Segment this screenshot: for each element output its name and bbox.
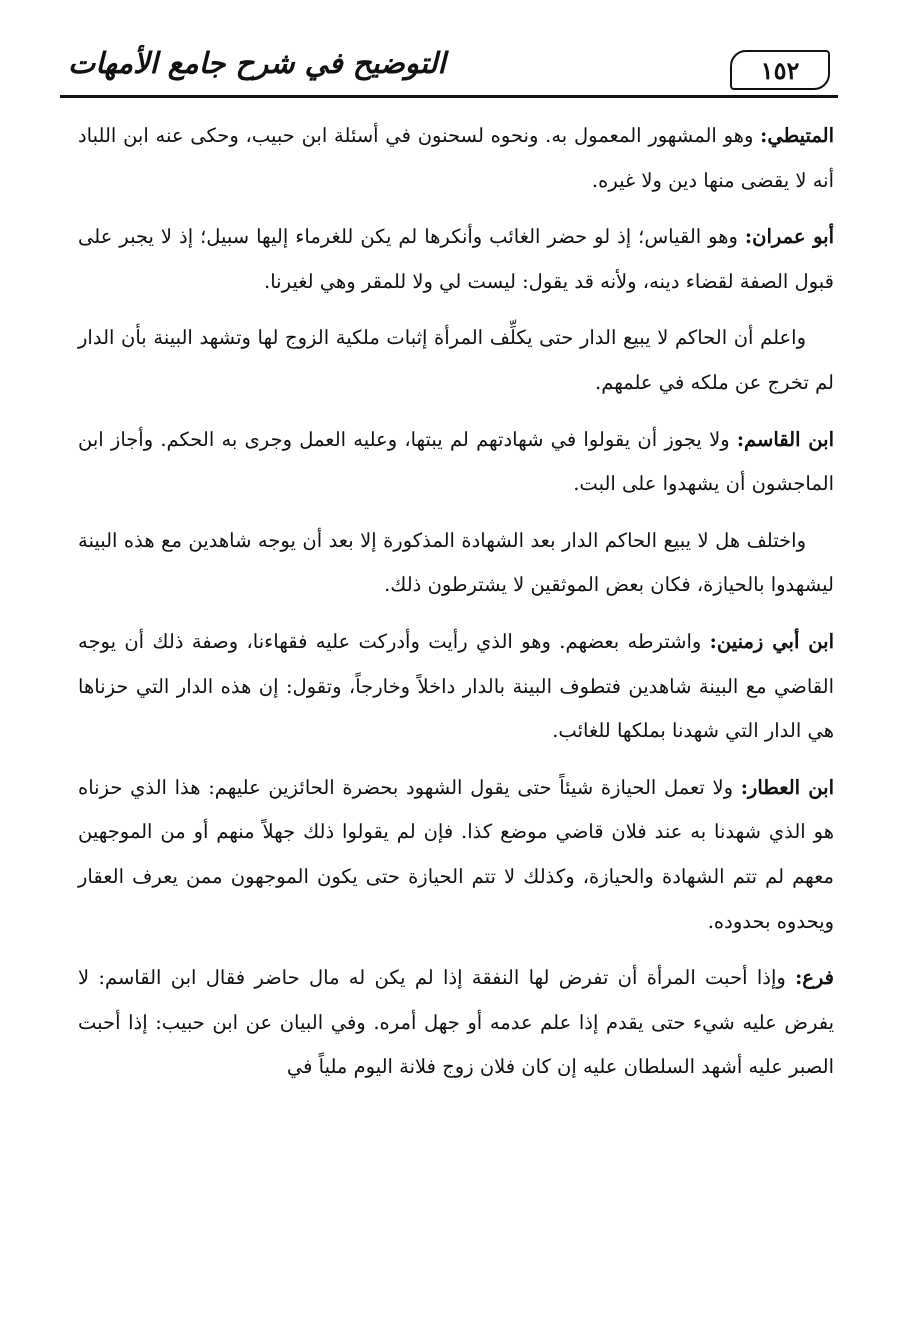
running-title: التوضيح في شرح جامع الأمهات [68, 46, 446, 80]
speaker-name: ابن القاسم: [736, 427, 834, 451]
paragraph-text: وإذا أحبت المرأة أن تفرض لها النفقة إذا لم يكن له مال حاضر فقال ابن القاسم: لا يفرض عليه شيء حتى يقدم إذا علم عدمه أو جهل أمره. وفي البيان عن ابن حبيب: إذا أحبت الصبر عليه أشهد السلطان عليه إن كان فلان زوج فلانة اليوم ملياً في [78, 966, 834, 1079]
paragraph-note-hakim [78, 316, 834, 405]
speaker-name: فرع: [795, 966, 834, 990]
page-header [60, 40, 838, 98]
speaker-name: ابن العطار: [740, 775, 835, 799]
speaker-name: ابن أبي زمنين: [709, 629, 834, 653]
paragraph-far [78, 956, 834, 1090]
paragraph-text: ولا تعمل الحيازة شيئاً حتى يقول الشهود بحضرة الحائزين عليهم: هذا الذي حزناه هو الذي شهدنا به عند فلان قاضي موضع كذا. فإن لم يقولوا ذلك جهلاً منهم أو من الموجهين معهم لم تتم الشهادة والحيازة، وكذلك لا تتم الحيازة حتى يكون الموجهون ممن يعرف العقار ويحدوه بحدوده. [78, 775, 834, 933]
paragraph-ibn-abi-zamanin [78, 620, 834, 754]
speaker-name: المتيطي: [760, 124, 834, 147]
paragraph-ibn-qasim [78, 418, 834, 507]
paragraph-text: واعلم أن الحاكم لا يبيع الدار حتى يكلِّف المرأة إثبات ملكية الزوج لها وتشهد البينة بأن الدار لم تخرج عن ملكه في علمهم. [78, 326, 834, 394]
paragraph-text: واشترطه بعضهم. وهو الذي رأيت وأدركت عليه فقهاءنا، وصفة ذلك أن يوجه القاضي مع البينة شاهدين فتطوف البينة بالدار داخلاً وخارجاً، وتقول: إن هذه الدار التي حزناها هي الدار التي شهدنا بملكها للغائب. [78, 629, 834, 743]
paragraph-text: وهو المشهور المعمول به. ونحوه لسحنون في أسئلة ابن حبيب، وحكى عنه ابن اللباد أنه لا يقضى منها دين ولا غيره. [78, 124, 834, 192]
header-rule [60, 95, 838, 98]
paragraph-text: وهو القياس؛ إذ لو حضر الغائب وأنكرها لم يكن للغرماء إليها سبيل؛ إذ لا يجبر على قبول الصفة لقضاء دينه، ولأنه قد يقول: ليست لي ولا للمقر وهي لغيرنا. [78, 225, 834, 293]
speaker-name: أبو عمران: [744, 225, 834, 249]
paragraph-text: واختلف هل لا يبيع الحاكم الدار بعد الشهادة المذكورة إلا بعد أن يوجه شاهدين مع هذه البينة ليشهدوا بالحيازة، فكان بعض الموثقين لا يشترطون ذلك. [78, 528, 834, 597]
body-text [78, 114, 834, 1090]
page-number: ١٥٢ [730, 50, 830, 90]
paragraph-ikhtalaf [78, 519, 834, 608]
paragraph-ibn-attar [78, 766, 834, 944]
paragraph-text: ولا يجوز أن يقولوا في شهادتهم لم يبتها، وعليه العمل وجرى به الحكم. وأجاز ابن الماجشون أن يشهدوا على البت. [78, 427, 834, 496]
paragraph-mutaiti [78, 114, 834, 203]
paragraph-abu-imran [78, 215, 834, 304]
